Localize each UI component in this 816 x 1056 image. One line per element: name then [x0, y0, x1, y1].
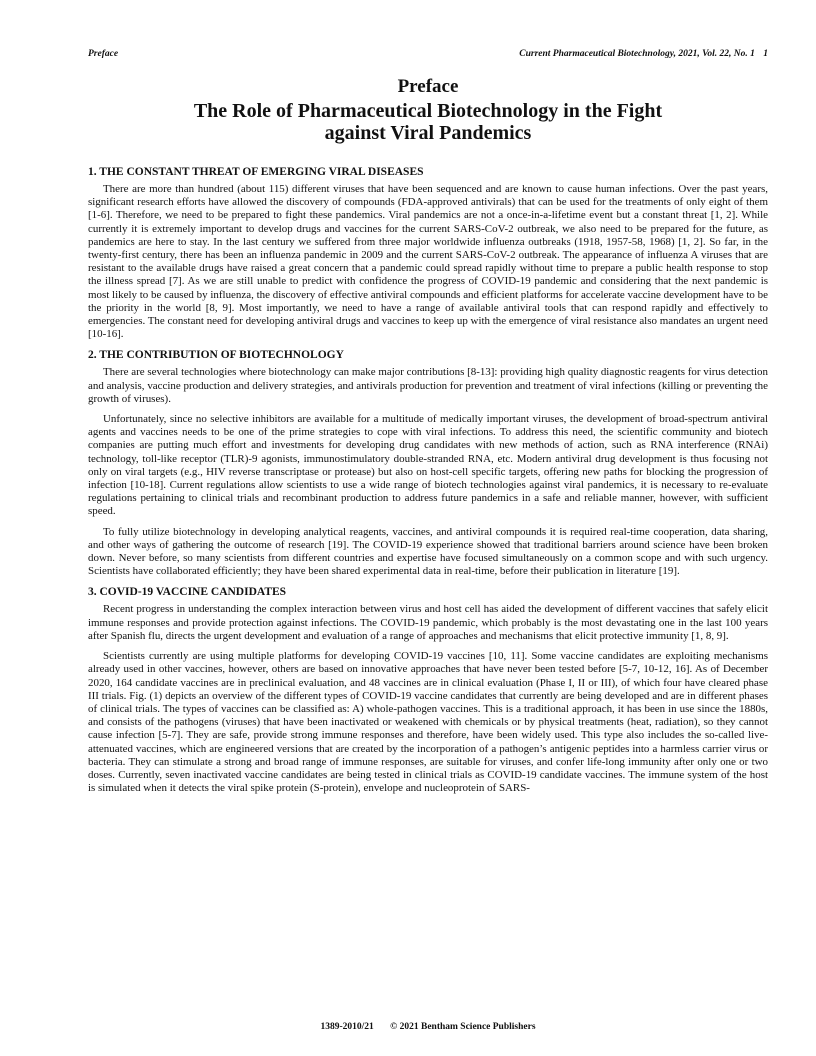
section-heading: 3. COVID-19 VACCINE CANDIDATES: [88, 586, 287, 599]
copyright: © 2021 Bentham Science Publishers: [390, 1022, 536, 1032]
title-block: [88, 76, 768, 144]
paragraph: Unfortunately, since no selective inhibitors are available for a multitude of medically important viruses, the development of broad-spectrum antiviral agents and vaccines needs to be one of the prime strategies to cope with viral infections. To address this need, the scientific community and biotech companies are putting much effort and investments for developing drug candidates with new methods of action, such as RNA interference (RNAi) technology, toll-like receptor (TLR)-9 agonists, immunostimulatory double-stranded RNA, etc. Modern antiviral drug development is thus focusing not only on viral targets (e.g., HIV reverse transcriptase or protease) but also on host-cell specific targets, offering new paths for blocking the progression of infection [10-18]. Current regulations allow scientists to use a wide range of biotech technologies against viral pandemics, it is necessary to re-evaluate regulations pertaining to clinical trials and recombinant production to address future pandemics in a safe and reliable manner, however, with sufficient speed.: [88, 413, 768, 518]
page-footer: [88, 1022, 768, 1032]
article-body: [88, 165, 768, 802]
running-head-right: [513, 49, 768, 59]
section-1: [88, 165, 768, 341]
running-head: [88, 49, 768, 59]
paragraph: There are more than hundred (about 115) different viruses that have been sequenced and are known to cause human infections. Over the past years, significant research efforts have allowed the discovery of compounds (FDA-approved antivirals) that can be used for the treatments of only eight of them [1-6]. Therefore, we need to be prepared to fight these pandemics. Viral pandemics are not a once-in-a-lifetime event but a constant threat [1, 2]. While currently it is extremely important to develop drugs and vaccines for the current SARS-CoV-2 outbreak, we also need to be prepared for the future, as pandemics are here to stay. In the last century we suffered from three major worldwide influenza outbreaks (1918, 1957-58, 1968) [1, 2]. So far, in the twenty-first century, there has been an influenza pandemic in 2009 and the current SARS-CoV-2 outbreak. The appearance of influenza A viruses that are resistant to the available drugs have raised a great concern that a pandemic could spread rapidly without time to prepare a public health response to stop the illness spread [7]. As we are still unable to predict with confidence the progress of COVID-19 pandemic and considering that the next pandemic is most likely to be caused by influenza, the discovery of effective antiviral compounds and efficient platforms for accelerate vaccine development have to be the priority in the world [8, 9]. Most importantly, we need to have a range of available antiviral tools that can respond rapidly and effectively to emergencies. The constant need for developing antiviral drugs and vaccines to keep up with the emergence of viral resistance also mandates an urgent need [10-16].: [88, 183, 768, 341]
article-title: The Role of Pharmaceutical Biotechnology in the Fight against Viral Pandemics: [193, 100, 663, 144]
journal-citation: Current Pharmaceutical Biotechnology, 2021, Vol. 22, No. 1: [519, 49, 755, 59]
article-kind: Preface: [397, 76, 459, 97]
page-number: 1: [763, 49, 768, 59]
section-2: [88, 348, 768, 578]
paragraph: To fully utilize biotechnology in developing analytical reagents, vaccines, and antiviral compounds it is required real-time cooperation, data sharing, and other ways of gathering the outcome of research [19]. The COVID-19 experience showed that traditional barriers around science have been broken down. Never before, so many scientists from different countries and expertise have focused simultaneously on a common scope and with such urgency. Scientists have collaborated efficiently; they have been shared experimental data in real-time, before their publication in literature [19].: [88, 525, 768, 578]
section-heading: 2. THE CONTRIBUTION OF BIOTECHNOLOGY: [88, 349, 344, 362]
section-3: [88, 585, 768, 795]
paragraph: Recent progress in understanding the complex interaction between virus and host cell has aided the development of different vaccines that safely elicit immune responses and provide protection against infections. The COVID-19 pandemic, which probably is the most devastating one in the last 100 years after Spanish flu, directs the urgent development and evaluation of a range of approaches and mechanisms that elicit protective immunity [1, 8, 9].: [88, 603, 768, 642]
issn: 1389-2010/21: [320, 1022, 374, 1032]
paragraph: Scientists currently are using multiple platforms for developing COVID-19 vaccines [10, 11]. Some vaccine candidates are exploiting mechanisms already used in other vaccines, however, others are based on innovative approaches that have never been tested before [5-7, 10-12, 16]. As of December 2020, 164 candidate vaccines are in preclinical evaluation, and 48 vaccines are in clinical evaluation (Phase I, II or III), of which four have cleared phase III trials. Fig. (1) depicts an overview of the different types of COVID-19 vaccine candidates that currently are being developed and are in different phases of clinical trials. The types of vaccines can be classified as: A) whole-pathogen vaccines. This is a traditional approach, it has been in use since the 1880s, and consists of the pathogens (viruses) that have been inactivated or weakened with chemicals or by physical treatments (heat, radiation), so they cannot cause infection [5-7]. They are safe, provide strong immune responses and therefore, have been widely used. This type also includes the so-called live-attenuated vaccines, which are engineered versions that are created by the incorporation of a pathogen’s antigenic peptides into a harmless carrier virus or bacteria. They can stimulate a strong and broad range of immune responses, are suitable for viruses, and confer life-long immunity after only one or two doses. Currently, seven inactivated vaccine candidates are being tested in clinical trials as COVID-19 candidate vaccines. The immune system of the host is simulated when it detects the viral spike protein (S-protein), envelope and nucleoprotein of SARS-: [88, 650, 768, 795]
running-head-left: Preface: [88, 49, 119, 59]
paragraph: There are several technologies where biotechnology can make major contributions [8-13]: providing high quality diagnostic reagents for virus detection and analysis, vaccine production and delivery strategies, and antivirals production for prevention and treatment of viral infections (killing or preventing the growth of viruses).: [88, 366, 768, 405]
section-heading: 1. THE CONSTANT THREAT OF EMERGING VIRAL DISEASES: [88, 166, 424, 178]
